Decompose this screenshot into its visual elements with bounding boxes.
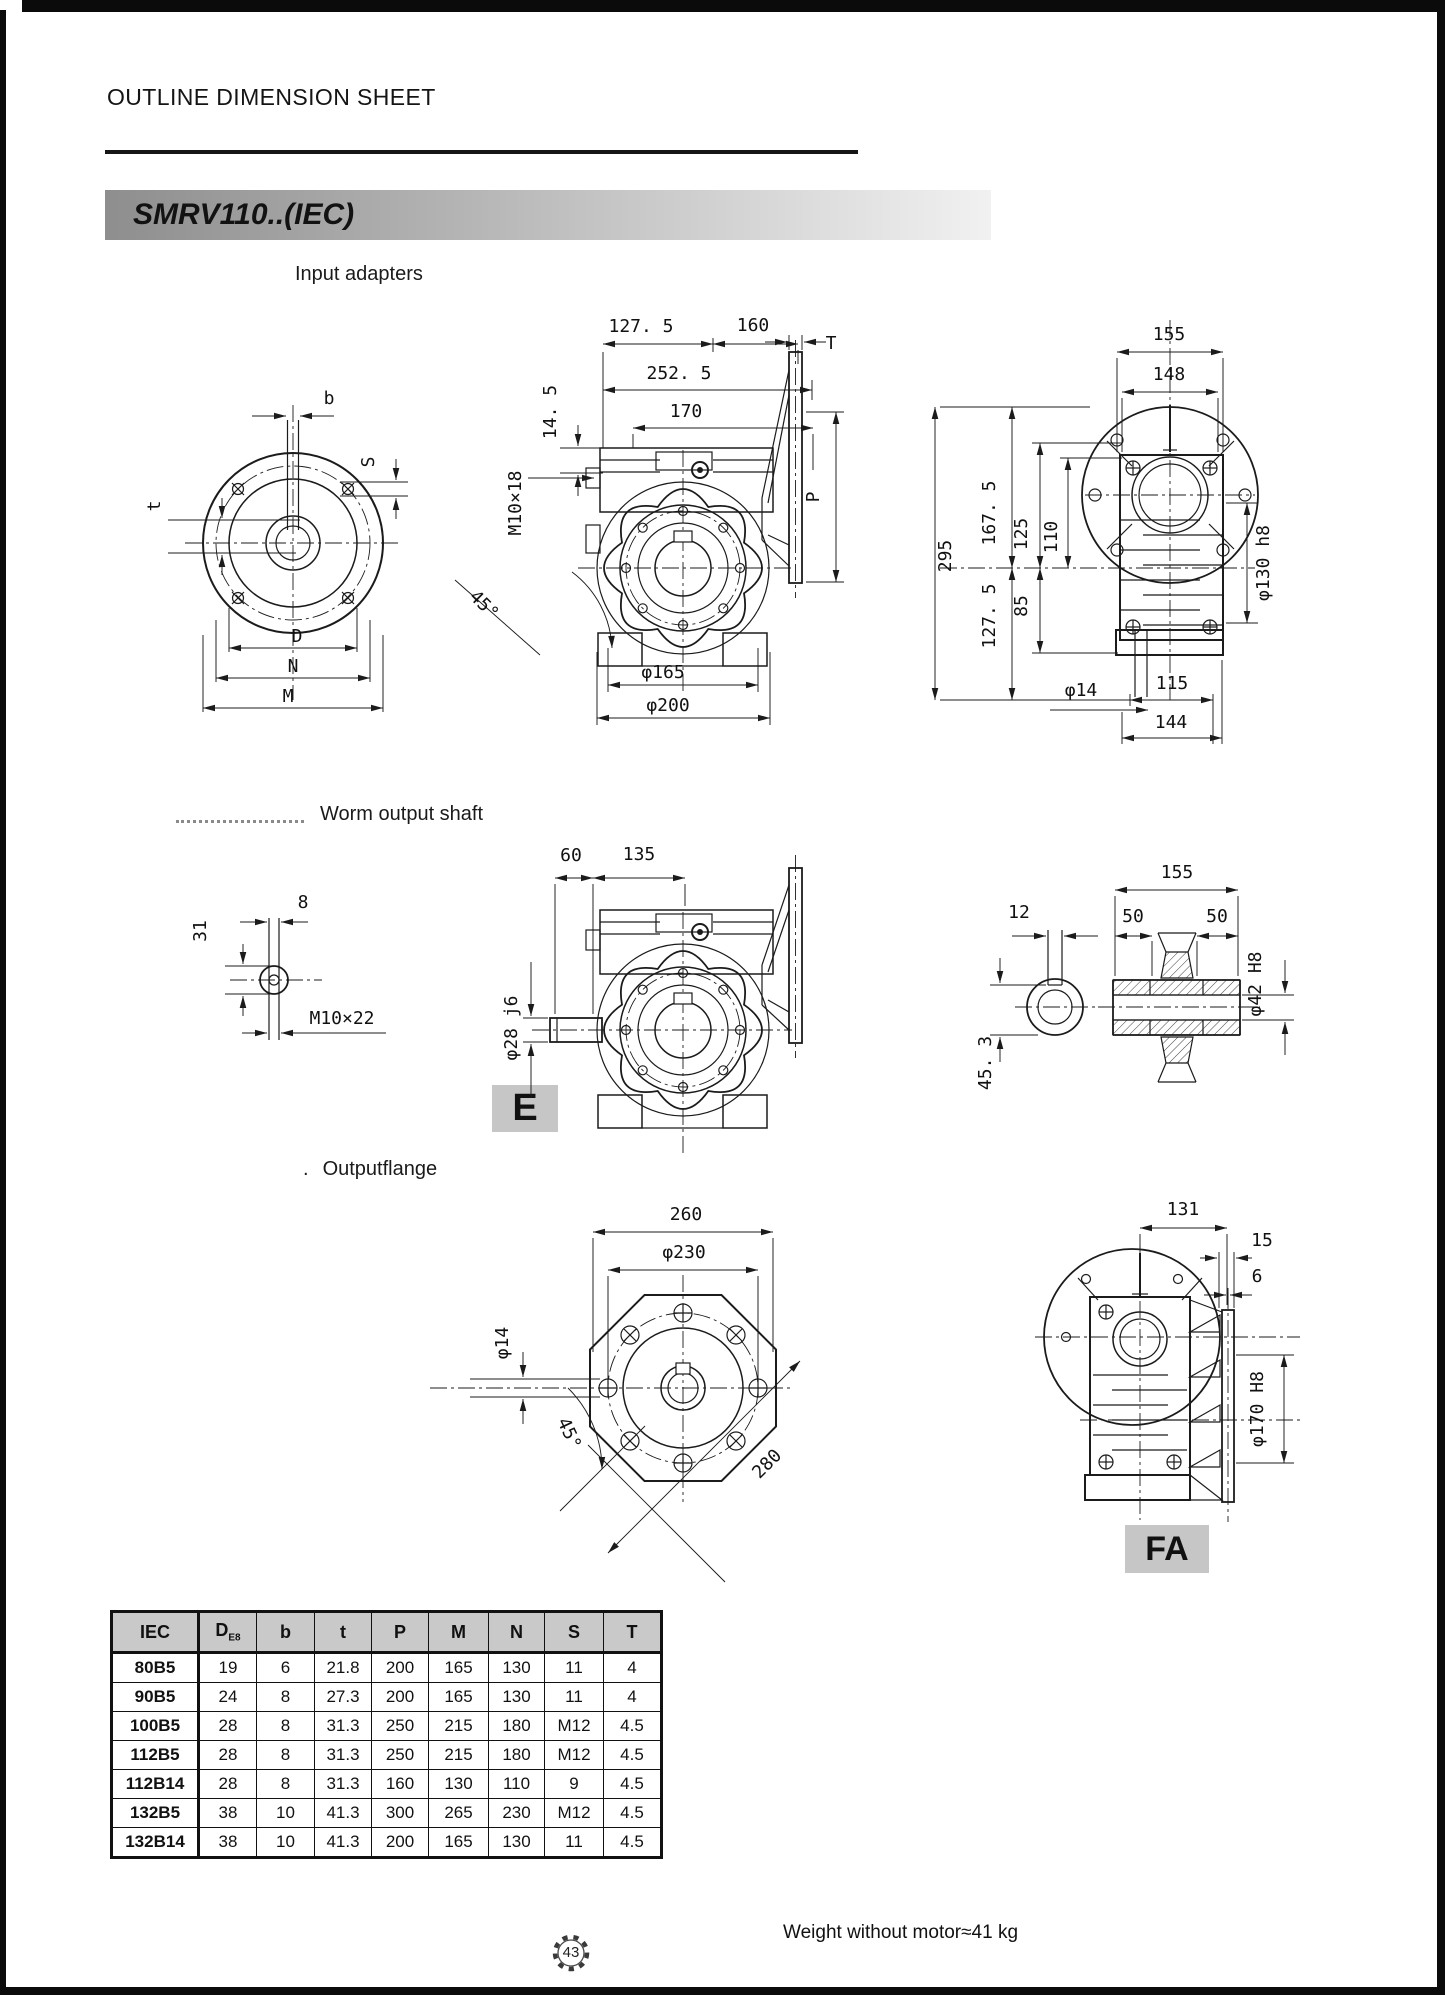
- dim-T: T: [825, 333, 837, 354]
- drawing-output-flange-front: [430, 1204, 800, 1582]
- dim-131: 131: [1166, 1199, 1200, 1220]
- dim-60: 60: [560, 845, 582, 866]
- dim-280: 280: [748, 1445, 787, 1484]
- drawing-worm-shaft-end: [190, 892, 386, 1040]
- drawing-input-side-view: [935, 320, 1274, 744]
- dim-127-5-bottom: 127. 5: [979, 583, 1000, 649]
- dim-d: D: [291, 626, 303, 647]
- dim-160: 160: [736, 315, 770, 336]
- table-row: 80B5 19 6 21.8 200 165 130 11 4: [112, 1653, 662, 1683]
- dim-t: t: [144, 500, 165, 512]
- dim-m10x22: M10×22: [309, 1008, 375, 1029]
- dim-31: 31: [190, 920, 211, 942]
- dim-phi230: φ230: [662, 1242, 706, 1263]
- iec-dimension-table: [110, 1610, 663, 1859]
- dim-phi200: φ200: [646, 695, 690, 716]
- dim-phi130h8: φ130 h8: [1253, 525, 1274, 601]
- col-p: P: [372, 1612, 429, 1653]
- dim-260: 260: [669, 1204, 703, 1225]
- drawing-worm-gearbox: [501, 844, 802, 1157]
- dim-phi170h8: φ170 H8: [1247, 1371, 1268, 1447]
- label-prefix-dot: .: [303, 1158, 309, 1180]
- col-iec: IEC: [112, 1612, 199, 1653]
- dim-8: 8: [297, 892, 309, 913]
- dim-6: 6: [1251, 1266, 1263, 1287]
- dim-110: 110: [1041, 520, 1062, 554]
- col-s: S: [545, 1612, 604, 1653]
- mounting-code-badge-fa: FA: [1125, 1525, 1209, 1573]
- col-n: N: [489, 1612, 545, 1653]
- dim-135: 135: [622, 844, 656, 865]
- table-row: 112B5 28 8 31.3 250 215 180 M12 4.5: [112, 1741, 662, 1770]
- page-number-badge: [547, 1929, 595, 1977]
- page-number: 43: [562, 1944, 580, 1961]
- dim-12: 12: [1008, 902, 1030, 923]
- dim-45-3: 45. 3: [975, 1035, 996, 1091]
- page-title: OUTLINE DIMENSION SHEET: [107, 84, 436, 110]
- dim-85: 85: [1011, 595, 1032, 617]
- dim-170: 170: [669, 401, 703, 422]
- table-row: 100B5 28 8 31.3 250 215 180 M12 4.5: [112, 1712, 662, 1741]
- dim-45deg: 45°: [464, 586, 503, 625]
- table-row: 132B5 38 10 41.3 300 265 230 M12 4.5: [112, 1799, 662, 1828]
- weight-note: Weight without motor≈41 kg: [783, 1922, 1019, 1943]
- dim-295: 295: [935, 539, 956, 573]
- table-row: 112B14 28 8 31.3 160 130 110 9 4.5: [112, 1770, 662, 1799]
- col-b: b: [257, 1612, 315, 1653]
- dim-phi165: φ165: [641, 662, 685, 683]
- drawing-input-flange-front: [144, 388, 408, 712]
- dim-phi14: φ14: [1064, 680, 1098, 701]
- col-m: M: [429, 1612, 489, 1653]
- section-label-worm-output-shaft: Worm output shaft: [320, 803, 484, 825]
- drawing-hollow-shaft-section: [1098, 862, 1294, 1082]
- dim-125: 125: [1011, 517, 1032, 551]
- section-label-input-adapters: Input adapters: [295, 263, 423, 285]
- table-row: 90B5 24 8 27.3 200 165 130 11 4: [112, 1683, 662, 1712]
- col-t2: T: [604, 1612, 662, 1653]
- dim-155-shaft: 155: [1160, 862, 1194, 883]
- dim-m: M: [282, 686, 294, 707]
- table-row: 132B14 38 10 41.3 200 165 130 11 4.5: [112, 1828, 662, 1858]
- dim-115: 115: [1155, 673, 1189, 694]
- dim-s: S: [358, 456, 379, 468]
- drawing-worm-bore-end: [975, 902, 1098, 1090]
- dim-45deg-flange: 45°: [552, 1414, 586, 1453]
- dim-m10x18: M10×18: [505, 470, 526, 536]
- dim-b: b: [323, 388, 335, 409]
- dim-15: 15: [1251, 1230, 1273, 1251]
- dim-phi14-flange: φ14: [492, 1326, 513, 1360]
- output-flange-label: Outputflange: [322, 1158, 438, 1180]
- dim-phi28j6: φ28 j6: [501, 995, 522, 1061]
- dim-167-5: 167. 5: [979, 480, 1000, 546]
- mounting-code-badge-e: E: [492, 1085, 558, 1132]
- dim-P: P: [803, 491, 824, 503]
- dim-50-left: 50: [1122, 906, 1144, 927]
- dim-155: 155: [1152, 324, 1186, 345]
- col-t: t: [315, 1612, 372, 1653]
- dim-phi42h8: φ42 H8: [1245, 951, 1266, 1017]
- dim-144: 144: [1154, 712, 1188, 733]
- model-banner: SMRV110..(IEC): [105, 190, 991, 240]
- dim-127-5: 127. 5: [608, 316, 674, 337]
- dim-14-5: 14. 5: [540, 384, 561, 440]
- table-header-row: [112, 1612, 662, 1653]
- dim-252-5: 252. 5: [646, 363, 712, 384]
- drawing-input-gearbox-front: [455, 315, 844, 725]
- drawing-output-flange-side: [1035, 1199, 1300, 1522]
- dim-50-right: 50: [1206, 906, 1228, 927]
- col-d: $D_{E8}$: [199, 1612, 257, 1653]
- dim-148: 148: [1152, 364, 1186, 385]
- dim-n: N: [287, 656, 299, 677]
